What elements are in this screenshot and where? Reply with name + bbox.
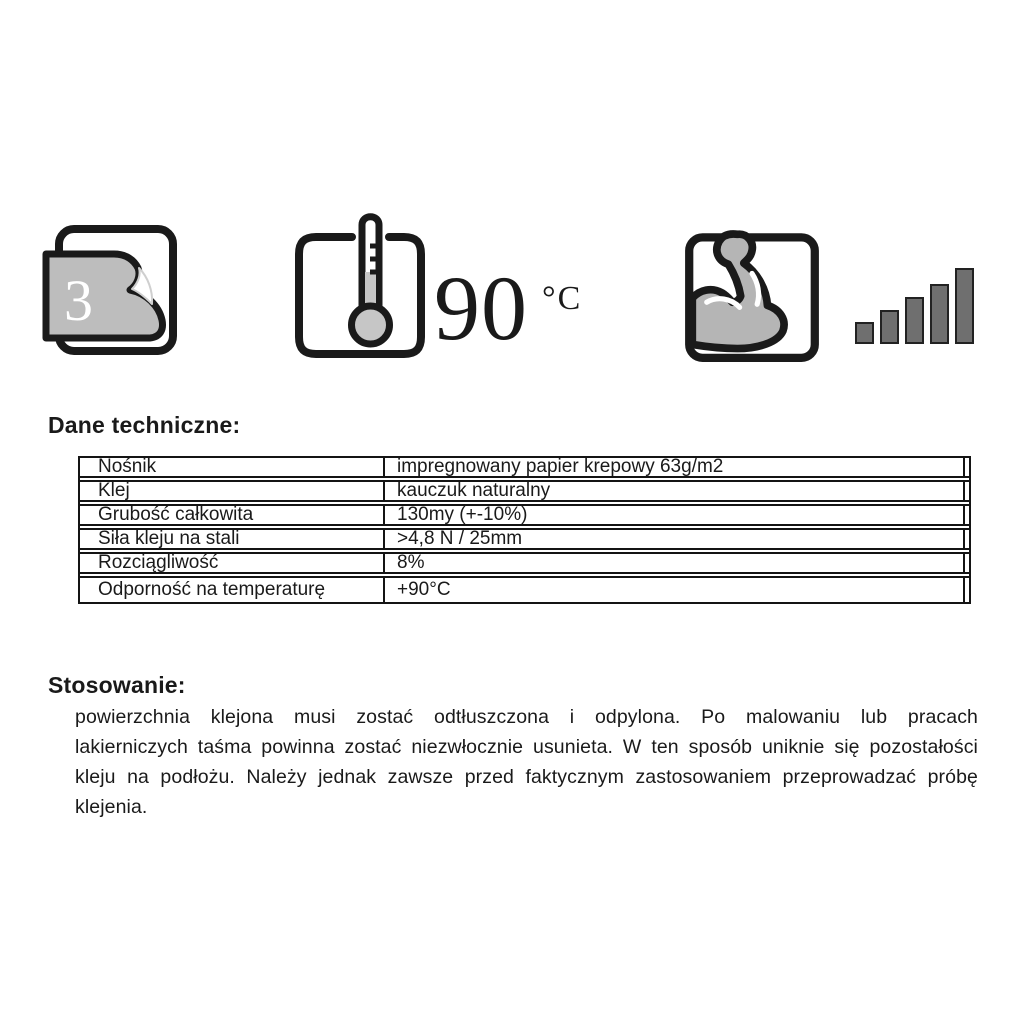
strength-level-bars-icon (855, 264, 980, 344)
row-end-spacer (963, 458, 969, 476)
tape-peel-icon (40, 222, 180, 362)
usage-paragraph: powierzchnia klejona musi zostać odtłuszczona i odpylona. Po malowaniu lub pracach lakierniczych taśma powinna zostać niezwłocznie usunieta. W ten sposób uniknie się pozostałości kleju na podłożu. Należy jednak zawsze przed faktycznym zastosowaniem przeprowadzać próbę klejenia. (75, 706, 978, 818)
tape-count-label: 3 (64, 268, 93, 333)
row-end-spacer (963, 554, 969, 572)
technical-data-heading: Dane techniczne: (48, 412, 241, 438)
temperature-rating (434, 257, 583, 359)
row-label: Nośnik (80, 458, 385, 476)
row-value: kauczuk naturalny (397, 480, 551, 501)
row-value: impregnowany papier krepowy 63g/m2 (397, 456, 724, 477)
technical-data-table (78, 456, 971, 604)
temperature-unit: °C (542, 280, 583, 317)
table-row (80, 530, 969, 554)
table-row (80, 578, 969, 602)
level-bar-2 (880, 310, 899, 344)
row-value: 8% (397, 552, 425, 573)
row-value: +90°C (397, 579, 451, 600)
thermometer-icon (290, 210, 430, 362)
level-bar-3 (905, 297, 924, 344)
row-label: Klej (80, 482, 385, 500)
row-value: >4,8 N / 25mm (397, 528, 523, 549)
level-bar-1 (855, 322, 874, 344)
table-row (80, 482, 969, 506)
table-row (80, 458, 969, 482)
temperature-value: 90 (434, 257, 528, 359)
table-row (80, 554, 969, 578)
level-bar-4 (930, 284, 949, 344)
row-label: Rozciągliwość (80, 554, 385, 572)
table-row (80, 506, 969, 530)
row-value: 130my (+-10%) (397, 504, 528, 525)
row-label: Odporność na temperaturę (80, 578, 385, 602)
row-label: Siła kleju na stali (80, 530, 385, 548)
level-bar-5 (955, 268, 974, 344)
muscle-strength-icon (684, 224, 820, 364)
row-end-spacer (963, 482, 969, 500)
row-end-spacer (963, 506, 969, 524)
row-label: Grubość całkowita (80, 506, 385, 524)
usage-heading: Stosowanie: (48, 672, 186, 698)
row-end-spacer (963, 578, 969, 602)
row-end-spacer (963, 530, 969, 548)
